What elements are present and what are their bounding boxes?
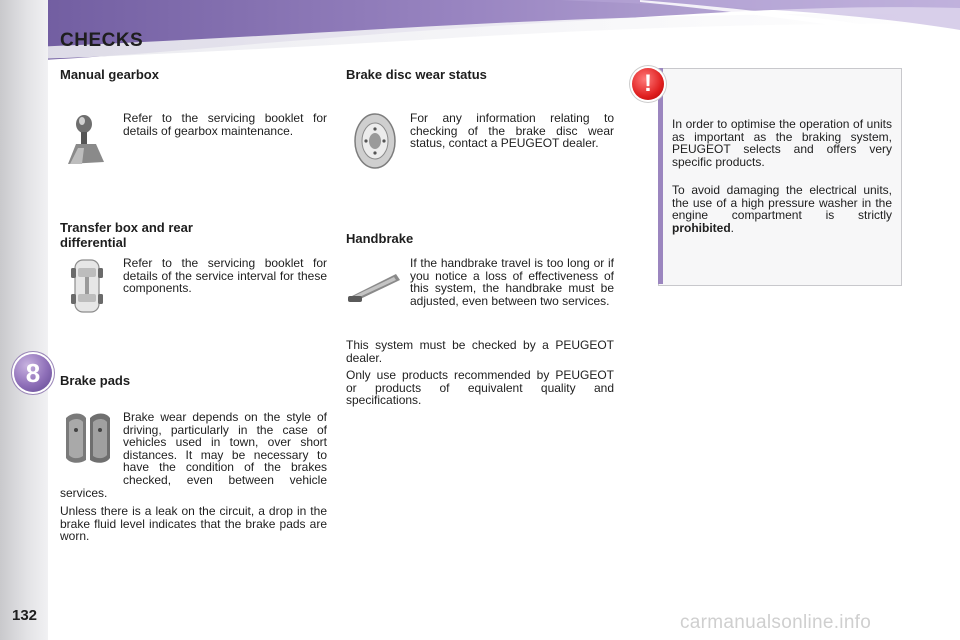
text-manual-gearbox: Refer to the servicing booklet for details of gearbox maintenance.: [123, 111, 327, 138]
text-brake-pads-2: Unless there is a leak on the circuit, a drop in the brake fluid level indicates that the brake pads are worn.: [60, 504, 327, 544]
text-brake-disc: For any information relating to checking of the brake disc wear status, contact a PEUGEOT dealer.: [410, 111, 614, 151]
warning-box-accent: [658, 68, 663, 284]
vehicle-top-view-icon: [70, 258, 104, 314]
text-brake-pads-1-content: Brake wear depends on the style of driving, particularly in the case of vehicles used in town, over short distances. It may be necessary to have the condition of the brakes checked, even between vehicle services.: [60, 410, 327, 500]
exclamation-icon: !: [644, 70, 652, 97]
heading-transfer-box: Transfer box and rear differential: [60, 220, 193, 250]
brake-pads-text-block: [60, 411, 327, 543]
left-margin-strip: [0, 0, 48, 640]
warning-text-2-bold: prohibited: [672, 220, 731, 235]
brake-disc-icon: [352, 112, 398, 170]
text-handbrake-1: If the handbrake travel is too long or if you notice a loss of effectiveness of this system, the handbrake must be adjusted, even between two services.: [410, 256, 614, 308]
warning-text-2: [672, 184, 892, 234]
watermark: carmanualsonline.info: [680, 612, 872, 633]
heading-handbrake: Handbrake: [346, 231, 414, 246]
text-handbrake-2: This system must be checked by a PEUGEOT dealer.: [346, 338, 614, 365]
chapter-badge: [14, 354, 52, 392]
handbrake-lever-icon: [346, 268, 402, 304]
icon-float-spacer: [60, 411, 123, 474]
page-number: 132: [12, 607, 38, 624]
chapter-number: 8: [25, 358, 41, 388]
text-handbrake-3: Only use products recommended by PEUGEOT or products of equivalent quality and specifications.: [346, 368, 614, 408]
gear-lever-icon: [62, 112, 112, 168]
warning-text-1: In order to optimise the operation of units as important as the braking system, PEUGEOT selects and offers very specific products.: [672, 117, 892, 169]
page-title: CHECKS: [60, 30, 144, 51]
warning-icon: [632, 68, 664, 100]
header-decoration: [0, 0, 960, 70]
text-brake-pads-1: [60, 411, 327, 499]
text-transfer-box: Refer to the servicing booklet for details of the service interval for these components.: [123, 256, 327, 296]
warning-text-2-end: .: [730, 220, 735, 235]
warning-box: [658, 68, 902, 286]
heading-manual-gearbox: Manual gearbox: [60, 67, 159, 82]
heading-brake-pads: Brake pads: [60, 373, 131, 388]
heading-brake-disc: Brake disc wear status: [346, 67, 487, 82]
warning-text-2-main: To avoid damaging the electrical units, the use of a high pressure washer in the engine compartment is strictly: [672, 183, 892, 223]
